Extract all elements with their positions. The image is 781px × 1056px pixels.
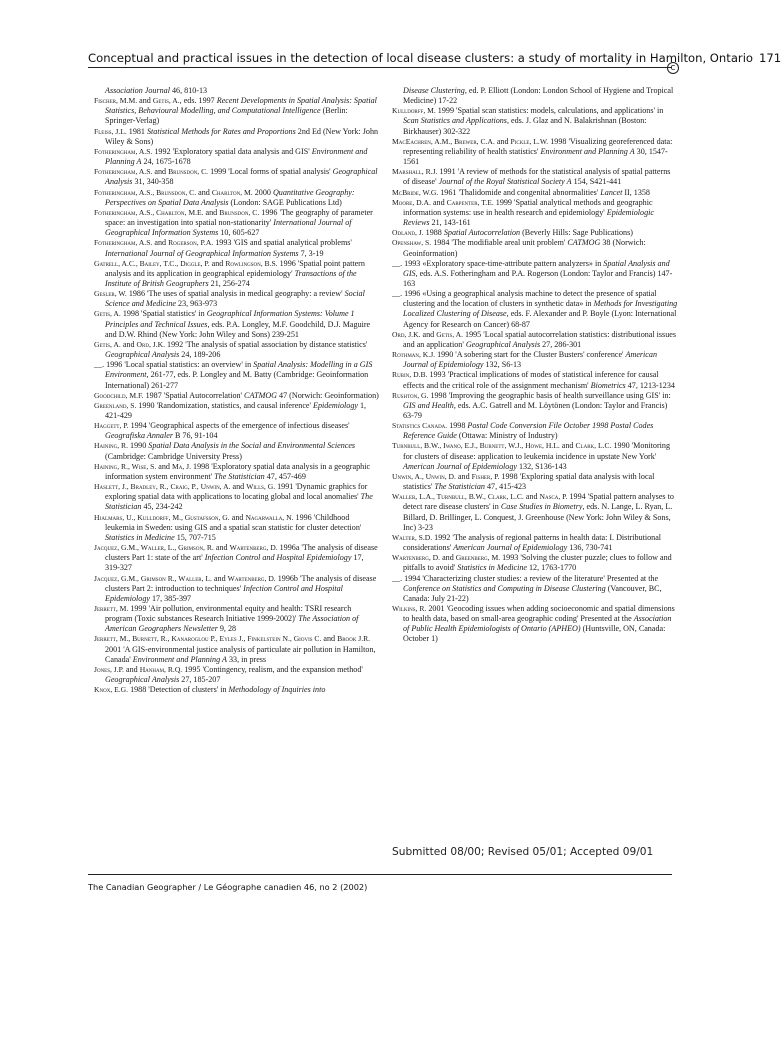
reference-text: 33, in press (226, 654, 267, 664)
reference-title: Geographical Analysis (105, 167, 378, 187)
reference-text: 31, 340-358 (132, 177, 174, 187)
reference-entry (392, 553, 678, 573)
reference-text: and (196, 187, 212, 197)
reference-author: Brunsdon, C. (219, 207, 260, 217)
reference-entry (392, 533, 678, 553)
reference-text: 1, 421-429 (105, 400, 367, 420)
reference-text: __. 1993 «Exploratory space-time-attribute pattern analyzers» in (392, 258, 604, 268)
reference-text: 1994 'Geographical aspects of the emergence of infectious diseases' (128, 421, 350, 431)
reference-entry (94, 441, 380, 461)
reference-text: and (211, 573, 228, 583)
reference-text: 10, 605-627 (218, 228, 260, 238)
reference-entry (94, 167, 380, 187)
reference-text: and (559, 441, 576, 451)
reference-text: 1998 'Improving the geographic basis of health surveillance using GIS' in: (428, 390, 671, 400)
reference-text: and (209, 258, 226, 268)
reference-text: and (203, 207, 220, 217)
reference-text: (Beverly Hills: Sage Publications) (520, 228, 633, 238)
reference-text: 1999 'Spatial analytical methods and geographic information systems: use in health research and epidemiology' (403, 197, 653, 217)
reference-author: Wartenberg, D. (392, 553, 441, 563)
reference-title: Association of Public Health Epidemiologists of Ontario (APHEO) (403, 614, 672, 634)
reference-title: Spatial Data Analysis in the Social and Environmental Sciences (148, 441, 356, 451)
reference-author: Clark, L.C. (575, 441, 612, 451)
reference-author: Wills, G. (246, 482, 276, 492)
reference-author: Ord, J.K. (392, 329, 421, 339)
reference-author: Goodchild, M.F. (94, 390, 144, 400)
reference-entry (94, 462, 380, 482)
reference-author: Kulldorff, M. (392, 106, 436, 116)
reference-author: Nasca, P. (539, 492, 568, 502)
reference-text: __. 1996 'Local spatial statistics: an overview' in (94, 360, 254, 370)
reference-author: Fotheringham, A.S. (94, 238, 153, 248)
reference-title: The Statistician (105, 492, 373, 512)
journal-footer: The Canadian Geographer / Le Géographe canadien 46, no 2 (2002) (88, 882, 368, 892)
reference-text: (Berlin: Springer-Verlag) (105, 106, 348, 126)
reference-entry (392, 228, 678, 238)
reference-text: , eds. J. Glaz and N. Balakrishnan (Boston: Birkhauser) 302-322 (403, 116, 647, 136)
reference-title: Spatial Analysis: Modelling in a GIS Environment (105, 360, 373, 380)
reference-author: Haggett, P. (94, 421, 129, 431)
reference-text: and (156, 461, 172, 471)
reference-text: 1993 'GIS and spatial analytical problems' (213, 238, 352, 248)
reference-text: 1999 'Local forms of spatial analysis' (208, 167, 333, 177)
reference-entry (94, 188, 380, 208)
reference-text: , ed. P. Elliott (London: London School of Hygiene and Tropical Medicine) 17-22 (403, 86, 674, 106)
reference-title: Epidemiologic Reviews (403, 207, 654, 228)
reference-text: 1999 'Spatial scan statistics: models, calculations, and applications' in (435, 106, 664, 116)
reference-text: 1981 (126, 126, 147, 136)
running-header (88, 51, 781, 65)
reference-text: 154, S421-441 (571, 177, 622, 187)
reference-author: Getis, A. (436, 329, 464, 339)
reference-author: Fotheringham, A.S. (94, 167, 153, 177)
reference-title: Infection Control and Hospital Epidemiology (105, 583, 343, 603)
reference-text: 1990 (128, 441, 149, 451)
reference-entry (392, 289, 678, 330)
reference-text: and (120, 339, 137, 349)
reference-title: Geographical Information Systems: Volume 1 Principles and Technical Issues (105, 309, 355, 329)
reference-text: (London: SAGE Publications Ltd) (228, 197, 342, 207)
reference-author: Charlton, M. (211, 187, 253, 197)
reference-text: and (137, 96, 153, 106)
reference-author: Rothman, K.J. (392, 350, 436, 360)
reference-title: American Journal of Epidemiology (453, 543, 568, 553)
reference-text: and (123, 664, 140, 674)
reference-text: , eds. P.A. Longley, M.F. Goodchild, D.J. Maguire and D.W. Rhind (New York: John Wiley and Sons) 239-251 (105, 319, 371, 339)
reference-text: 1988 'Detection of clusters' in (128, 685, 229, 695)
reference-entry (94, 86, 380, 96)
reference-author: Rowlingson, B.S. (225, 258, 278, 268)
reference-author: Walter, S.D. (392, 532, 433, 542)
reference-text: 1998 'Visualizing georeferenced data: representing reliability of health statistics' (403, 136, 673, 156)
reference-title: Biometrics (590, 380, 626, 390)
reference-text: 27, 185-207 (179, 675, 221, 685)
reference-title: CATMOG (244, 390, 278, 400)
reference-author: Haslett, J., Bradley, R., Craig, P., Unwin, A. (94, 482, 231, 492)
reference-entry (94, 127, 380, 147)
reference-text: 30, 1547-1561 (403, 146, 668, 167)
reference-entry (94, 421, 380, 441)
reference-author: Wartenberg, D. (229, 543, 278, 553)
reference-text: 1992 'The analysis of spatial association by distance statistics' (165, 339, 368, 349)
reference-entry (94, 482, 380, 512)
reference-entry (94, 259, 380, 289)
reference-text: 47, 1213-1234 (625, 380, 675, 390)
reference-title: Infection Control and Hospital Epidemiology (204, 553, 352, 563)
reference-title: Methodology of Inquiries into (228, 685, 326, 695)
reference-text: and (494, 136, 511, 146)
reference-text: (Cambridge: Cambridge University Press) (105, 451, 242, 461)
reference-text: 1990 'Randomization, statistics, and causal inference' (136, 400, 313, 410)
reference-text: 21, 143-161 (429, 218, 471, 228)
page-number: 171 (759, 51, 781, 65)
reference-text: 17, 319-327 (105, 553, 364, 573)
reference-title: Environment and Planning A (132, 654, 227, 664)
reference-title: Statistics in Medicine (457, 563, 527, 573)
running-title: Conceptual and practical issues in the detection of local disease clusters: a study of mortality in Hamilton, Ontario (88, 51, 754, 65)
reference-entry (94, 340, 380, 360)
reference-author: Knox, E.G. (94, 685, 129, 695)
reference-text: 1993 'Practical implications of modes of statistical inference for causal effects and the critical role of the assignment mechanism' (403, 370, 659, 390)
reference-entry (392, 167, 678, 187)
reference-title: Geographical Analysis (105, 675, 180, 685)
reference-text: , eds. N. Lange, L. Ryan, L. Billard, D. Brillinger, L. Conquest, J. Greenhouse (New York: John Wiley & Sons, Inc) 3-23 (403, 502, 673, 532)
reference-text: 23, 963-973 (176, 299, 218, 309)
reference-entry (392, 604, 678, 645)
reference-author: Getis, A. (94, 339, 121, 349)
reference-title: Scan Statistics and Applications (403, 116, 507, 126)
reference-title: GIS and Health (403, 400, 454, 410)
reference-title: Statistical Methods for Rates and Proportions (146, 126, 296, 136)
reference-entry (94, 543, 380, 573)
reference-title: The Statistician (214, 471, 265, 481)
reference-text: 1998 'Exploring spatial data analysis with local statistics' (403, 471, 655, 492)
reference-text: 1994 'Spatial pattern analyses to detect rare disease clusters' in (403, 492, 674, 512)
reference-author: Brook J.R. (337, 634, 371, 644)
reference-author: Brunsdon, C. (168, 167, 209, 177)
reference-text: 24, 1675-1678 (141, 157, 191, 167)
reference-text: 47, 415-423 (484, 482, 527, 492)
reference-text: 1990 'A sobering start for the Cluster Busters' conference' (435, 350, 626, 360)
reference-author: Moore, D.A. (392, 197, 431, 207)
reference-title: Conference on Statistics and Computing in Disease Clustering (403, 583, 606, 593)
reference-text: 1998 'Spatial statistics' in (120, 309, 207, 319)
reference-title: Geographical Analysis (465, 339, 541, 349)
reference-text: and (420, 329, 437, 339)
reference-author: Openshaw, S. (392, 238, 432, 248)
reference-author: Fisher, P. (471, 471, 500, 481)
reference-text: 132, S136-143 (516, 461, 567, 471)
submission-dates: Submitted 08/00; Revised 05/01; Accepted 09/01 (392, 846, 654, 858)
reference-text: B 76, 91-104 (172, 431, 218, 441)
reference-entry (392, 472, 678, 492)
reference-author: Jerrett, M. (94, 603, 129, 613)
reference-text: 1991 'A review of methods for the statistical analysis of spatial patterns of disease' (403, 167, 671, 187)
reference-author: Rushton, G. (392, 390, 429, 400)
reference-text: 38 (Norwich: Geoinformation) (403, 238, 646, 258)
reference-entry (392, 259, 678, 289)
reference-text: and (230, 482, 247, 492)
reference-author: Hjalmars, U., Kulldorff, M., Gustafsson, G. (94, 512, 230, 522)
reference-text: 7, 3-19 (298, 248, 324, 258)
reference-title: Disease Clustering (403, 86, 465, 95)
reference-text: (Huntsville, ON, Canada: October 1) (403, 624, 666, 644)
reference-author: Gesler, W. (94, 289, 127, 299)
reference-title: Quantitative Geography: Perspectives on Spatial Data Analysis (105, 187, 355, 207)
reference-text: and (229, 512, 246, 522)
reference-text: , eds. A.C. Gatrell and M. Löytönen (London: Taylor and Francis) 63-79 (403, 400, 668, 420)
reference-text: 46, 810-13 (169, 86, 208, 95)
reference-author: Nagarwalla, N. (245, 512, 294, 522)
reference-entry (392, 421, 678, 441)
reference-text: 1996 'Spatial point pattern analysis and its application in geographical epidemiology' (105, 258, 365, 278)
copyright-circle-icon: C (667, 62, 679, 74)
reference-title: Spatial Analysis and GIS (403, 258, 670, 278)
reference-author: Ma, J. (172, 461, 192, 471)
reference-text: II, 1358 (622, 187, 650, 197)
reference-text: 47, 457-469 (264, 471, 306, 481)
reference-text: 2001 'Geocoding issues when adding socioeconomic and spatial dimensions to health data, based on small-area geographic coding' Presented at the (403, 603, 675, 624)
reference-title: Case Studies in Biometry (500, 502, 583, 512)
reference-title: American Journal of Epidemiology (403, 461, 517, 471)
reference-text: 21, 256-274 (208, 278, 250, 288)
reference-entry (392, 350, 678, 370)
reference-text: 1998 (447, 421, 468, 431)
reference-text: 45, 234-242 (141, 502, 183, 512)
reference-author: Carpenter, T.E. (446, 197, 494, 207)
reference-author: Wilkins, R. (392, 603, 427, 613)
reference-title: The Statistician (434, 482, 485, 492)
reference-author: Getis, A. (94, 309, 121, 319)
reference-title: International Journal of Geographical Information Systems (105, 218, 352, 238)
reference-text: and (152, 238, 169, 248)
reference-text: , eds. F. Alexander and P. Boyle (Lyon: International Agency for Research on Cancer) 68-87 (403, 309, 677, 329)
reference-text: 132, S6-13 (483, 360, 522, 370)
reference-text: 2000 (252, 187, 273, 197)
reference-entry (392, 492, 678, 533)
reference-entry (94, 309, 380, 339)
reference-text: 1988 (423, 228, 444, 238)
reference-title: Environment and Planning A (105, 146, 368, 167)
reference-author: Jacquez, G.M., Grimson R., Waller, L. (94, 573, 212, 583)
reference-author: Statistics Canada. (392, 421, 448, 431)
reference-text: 12, 1763-1770 (526, 563, 577, 573)
reference-author: Rubin, D.B. (392, 370, 428, 380)
reference-text: and (523, 492, 540, 502)
reference-text: 1986 'The uses of spatial analysis in medical geography: a review' (126, 289, 345, 299)
reference-title: Recent Developments in Spatial Analysis: Spatial Statistics, Behavioural Modelling, and Computational Intelligence (105, 96, 377, 116)
reference-entry (94, 147, 380, 167)
reference-author: Fotheringham, A.S. (94, 146, 153, 156)
reference-text: and (440, 553, 456, 563)
reference-entry (392, 198, 678, 228)
reference-text: 1996a 'The analysis of disease clusters Part 1: state of the art' (105, 543, 378, 563)
reference-entry (94, 574, 380, 604)
reference-text: and (455, 471, 472, 481)
reference-author: Odland, J. (392, 228, 424, 238)
reference-title: International Journal of Geographical Information Systems (105, 248, 299, 258)
reference-text: 24, 189-206 (179, 350, 221, 360)
references-right-column (392, 86, 678, 645)
reference-entry (392, 238, 678, 258)
reference-title: Association Journal (105, 86, 170, 95)
reference-text: and (430, 197, 447, 207)
reference-title: The Association of American Geographers Newsletter (105, 614, 359, 634)
reference-author: Getis, A. (152, 96, 180, 106)
reference-author: Fotheringham, A.S., Brunsdon, C. (94, 187, 197, 197)
reference-text: 136, 730-741 (567, 543, 613, 553)
reference-text: , eds. A.S. Fotheringham and P.A. Rogerson (London: Taylor and Francis) 147-163 (403, 268, 673, 288)
reference-text: 2nd Ed (New York: John Wiley & Sons) (105, 126, 379, 146)
reference-text: 1998 'Exploratory spatial data analysis in a geographic information system environment' (105, 461, 371, 481)
reference-author: Pickle, L.W. (510, 136, 549, 146)
reference-author: Rogerson, P.A. (168, 238, 214, 248)
reference-text: and (152, 167, 169, 177)
reference-text: 1992 'Exploratory spatial data analysis and GIS' (152, 146, 312, 156)
reference-text: (Ottawa: Ministry of Industry) (456, 431, 558, 441)
reference-author: Jacquez, G.M., Waller, L., Grimson, R. (94, 543, 214, 553)
header-rule (88, 67, 672, 68)
reference-title: Spatial Autocorrelation (443, 228, 521, 238)
reference-author: Unwin, A., Unwin, D. (392, 471, 456, 481)
reference-text: __. 1994 'Characterizing cluster studies: a review of the literature' Presented at the (392, 573, 659, 583)
reference-title: Journal of the Royal Statistical Society A (438, 177, 572, 187)
reference-text: 27, 286-301 (540, 339, 582, 349)
reference-text: 1987 'Spatial Autocorrelation' (143, 390, 245, 400)
reference-author: MacEachren, A.M., Brewer, C.A. (392, 136, 495, 146)
reference-author: Ord, J.K. (136, 339, 166, 349)
reference-author: Hanham, R.Q. (139, 664, 183, 674)
reference-author: Marshall, R.J. (392, 167, 438, 177)
reference-text: 1995 'Contingency, realism, and the expansion method' (182, 664, 363, 674)
reference-author: Wartenberg, D. (227, 573, 276, 583)
reference-title: Methods for Investigating Localized Clustering of Disease (403, 299, 678, 319)
reference-author: Greenland, S. (94, 400, 137, 410)
reference-text: and (321, 634, 338, 644)
reference-entry (392, 574, 678, 604)
reference-title: Geographical Analysis (105, 350, 180, 360)
reference-title: Statistics in Medicine (105, 532, 175, 542)
reference-entry (392, 391, 678, 421)
reference-author: Fischer, M.M. (94, 96, 138, 106)
reference-title: Postal Code Conversion File October 1998 Postal Codes Reference Guide (403, 421, 654, 441)
reference-text: 1996 'Childhood leukemia in Sweden: using GIS and a spatial scan statistic for cluster detection' (105, 512, 362, 532)
reference-entry (94, 238, 380, 258)
reference-entry (94, 289, 380, 309)
reference-text: 47 (Norwich: Geoinformation) (277, 390, 379, 400)
reference-title: Lancet (600, 187, 623, 197)
reference-author: Haining, R. (94, 441, 129, 451)
reference-entry (94, 665, 380, 685)
reference-text: 1992 'The analysis of regional patterns in health data: I. Distributional considerations' (403, 532, 662, 553)
reference-text: 1996b 'The analysis of disease clusters Part 2: introduction to techniques' (105, 573, 377, 593)
reference-text: (Vancouver, BC, Canada: July 21-22) (403, 583, 662, 603)
reference-title: Transactions of the Institute of British Geographers (105, 268, 357, 288)
reference-author: Turnbull, B.W., Iwano, E.J., Burnett, W.J., Howe, H.L. (392, 441, 560, 451)
reference-entry (94, 208, 380, 238)
reference-text: , 261-77, eds. P. Longley and M. Batty (Cambridge: Geoinformation International) 261-277 (105, 370, 369, 390)
reference-title: American Journal of Epidemiology (403, 350, 657, 370)
reference-text: and (213, 543, 230, 553)
reference-entry (94, 685, 380, 695)
reference-entry (392, 441, 678, 471)
reference-author: Fotheringham, A.S., Charlton, M.E. (94, 207, 204, 217)
reference-entry (94, 604, 380, 634)
reference-entry (94, 634, 380, 664)
reference-author: McBride, W.G. (392, 187, 439, 197)
reference-text: 1993 'Solving the cluster puzzle; clues to follow and pitfalls to avoid' (403, 553, 672, 573)
references-left-column (94, 86, 380, 695)
reference-text: 1984 'The modifiable areal unit problem' (431, 238, 568, 248)
reference-entry (94, 360, 380, 390)
reference-text: 1990 'Monitoring for clusters of disease: application to leukemia incidence in upstate New York' (403, 441, 671, 461)
reference-entry (392, 188, 678, 198)
reference-text: 1999 'Air pollution, environmental equity and health: TSRI research program (Toxic substances Research Initiative 1999-2002)' (105, 603, 352, 624)
reference-author: Waller, L.A., Turnbull, B.W., Clark, L.C. (392, 492, 524, 502)
reference-entry (94, 96, 380, 126)
reference-text: 17, 385-397 (149, 593, 192, 603)
reference-entry (94, 513, 380, 543)
reference-text: 1995 'Local spatial autocorrelation statistics: distributional issues and an application' (403, 329, 676, 349)
reference-text: 1991 'Dynamic graphics for exploring spatial data with applications to locating global and local anomalies' (105, 482, 368, 502)
reference-author: Jerrett, M., Burnett, R., Kanaroglou P., Eyles J., Finkelstein N., Giovis C. (94, 634, 322, 644)
reference-entry (392, 370, 678, 390)
reference-entry (392, 330, 678, 350)
reference-text: 1996 'The geography of parameter space: an investigation into spatial non-stationarity' (105, 207, 373, 228)
reference-entry (392, 137, 678, 167)
reference-text: 9, 28 (217, 624, 237, 634)
reference-entry (94, 391, 380, 401)
reference-title: Geografiska Annaler (105, 431, 173, 441)
footer-rule (88, 874, 672, 875)
reference-author: Fleiss, J.L. (94, 126, 127, 136)
reference-title: CATMOG (567, 238, 601, 248)
reference-text: 1961 'Thalidomide and congenital abnormalities' (438, 187, 601, 197)
reference-author: Jones, J.P. (94, 664, 124, 674)
reference-title: Social Science and Medicine (105, 289, 365, 309)
reference-text: 15, 707-715 (174, 532, 216, 542)
reference-text: 2001 'A GIS-environmental justice analysis of particulate air pollution in Hamilton, Canada' (105, 644, 376, 664)
reference-entry (392, 106, 678, 136)
reference-text: __. 1996 «Using a geographical analysis machine to detect the presence of spatial clustering and the location of clusters in synthetic data» in (392, 289, 657, 309)
reference-entry (94, 401, 380, 421)
reference-author: Greenberg, M. (455, 553, 501, 563)
reference-title: Epidemiology (313, 400, 358, 410)
reference-text: , eds. 1997 (179, 96, 217, 106)
reference-entry (392, 86, 678, 106)
reference-title: Environment and Planning A (540, 146, 635, 156)
reference-author: Haining, R., Wise, S. (94, 461, 157, 471)
reference-author: Gatrell, A.C., Bailey, T.C., Diggle, P. (94, 258, 210, 268)
